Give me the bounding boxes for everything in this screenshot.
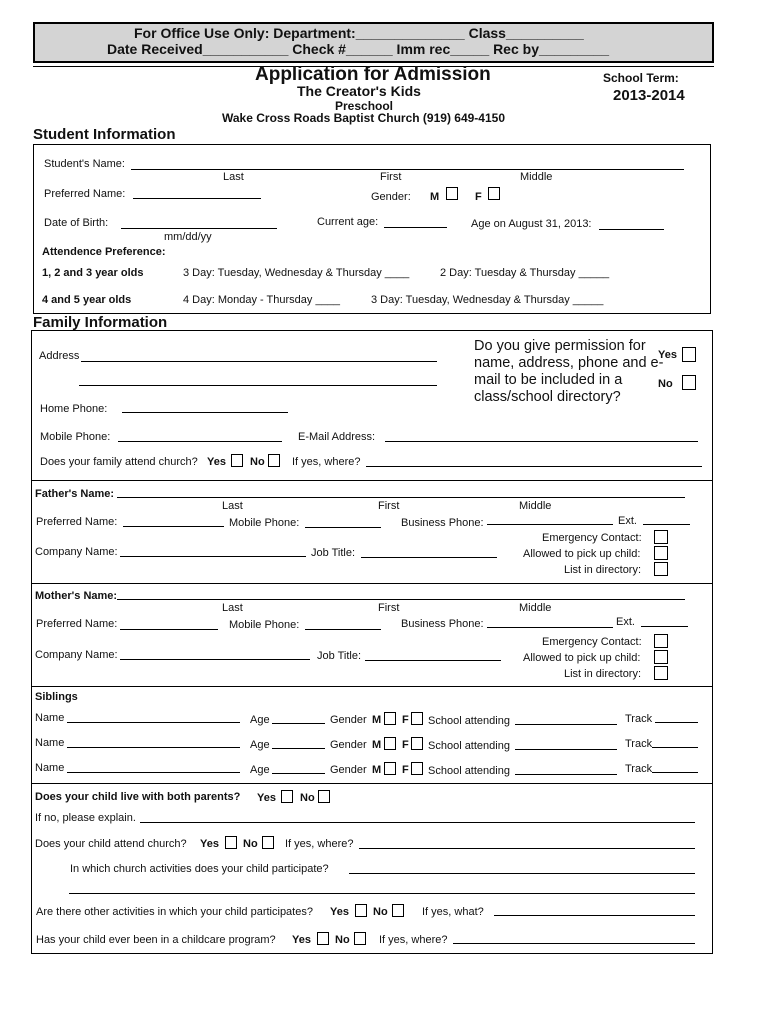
sibling-2-school-field[interactable] [515, 749, 617, 750]
father-ext-label: Ext. [618, 515, 637, 527]
sibling-2-gender-label: Gender [330, 739, 367, 751]
mother-first-caption: First [378, 602, 400, 614]
attendance-label: Attendence Preference: [42, 246, 166, 258]
directory-question: Do you give permission for name, address, phone and e-mail to be included in a class/school directory? [474, 338, 664, 405]
mobile-phone-field[interactable] [118, 441, 282, 442]
mother-directory-checkbox[interactable] [654, 666, 668, 680]
email-field[interactable] [385, 441, 698, 442]
age-august-field[interactable] [599, 229, 664, 230]
other-activities-what-field[interactable] [494, 915, 695, 916]
sibling-3-school-field[interactable] [515, 774, 617, 775]
dob-format: mm/dd/yy [164, 231, 212, 243]
sibling-3-school-label: School attending [428, 765, 510, 777]
church-activities-field-1[interactable] [349, 873, 695, 874]
other-activities-no-label: No [373, 906, 388, 918]
school-name: The Creator's Kids [297, 83, 421, 99]
sibling-1-age-label: Age [250, 714, 270, 726]
school-term-value: 2013-2014 [613, 87, 685, 104]
sibling-2-m-checkbox[interactable] [384, 737, 396, 750]
school-term-label: School Term: [603, 71, 679, 85]
father-name-label: Father's Name: [35, 488, 115, 500]
father-business-label: Business Phone: [401, 517, 484, 529]
sibling-1-track-label: Track [625, 713, 653, 725]
sibling-2-track-label: Track [625, 738, 653, 750]
address-field-2[interactable] [79, 385, 437, 386]
directory-no-label: No [658, 378, 673, 390]
directory-yes-label: Yes [658, 349, 677, 361]
mother-name-label: Mother's Name: [35, 590, 118, 602]
family-church-no-label: No [250, 456, 265, 468]
sibling-2-name-field[interactable] [67, 747, 240, 748]
child-church-where-field[interactable] [359, 848, 695, 849]
sibling-1-school-field[interactable] [515, 724, 617, 725]
father-directory-checkbox[interactable] [654, 562, 668, 576]
childcare-no-label: No [335, 934, 350, 946]
mother-emergency-checkbox[interactable] [654, 634, 668, 648]
office-use-line-2: Date Received___________ Check #______ Imm rec_____ Rec by_________ [107, 41, 610, 57]
family-church-where-label: If yes, where? [292, 456, 361, 468]
mother-emergency-label: Emergency Contact: [542, 636, 642, 648]
father-company-field[interactable] [120, 556, 306, 557]
father-job-field[interactable] [361, 557, 497, 558]
sibling-3-age-field[interactable] [272, 773, 325, 774]
sibling-2-age-label: Age [250, 739, 270, 751]
mobile-phone-label: Mobile Phone: [40, 431, 111, 443]
sibling-3-f-checkbox[interactable] [411, 762, 423, 775]
option-4day[interactable]: 4 Day: Monday - Thursday ____ [183, 294, 340, 306]
other-activities-yes-label: Yes [330, 906, 349, 918]
mother-last-caption: Last [222, 602, 243, 614]
mother-mobile-field[interactable] [305, 629, 381, 630]
dob-label: Date of Birth: [44, 217, 109, 229]
gender-f-label: F [475, 191, 482, 203]
sibling-1-gender-label: Gender [330, 714, 367, 726]
gender-f-checkbox[interactable] [488, 187, 500, 200]
father-middle-caption: Middle [519, 500, 552, 512]
sibling-2-f-checkbox[interactable] [411, 737, 423, 750]
both-parents-no-label: No [300, 792, 315, 804]
sibling-3-m-label: M [372, 764, 382, 776]
sibling-3-name-label: Name [35, 762, 65, 774]
childcare-where-field[interactable] [453, 943, 695, 944]
mother-business-label: Business Phone: [401, 618, 484, 630]
child-church-no-label: No [243, 838, 258, 850]
ages-45-label: 4 and 5 year olds [42, 294, 132, 306]
student-name-field[interactable] [131, 169, 684, 170]
preferred-name-field[interactable] [133, 198, 261, 199]
father-pickup-checkbox[interactable] [654, 546, 668, 560]
mother-company-field[interactable] [120, 659, 310, 660]
home-phone-field[interactable] [122, 412, 288, 413]
mother-ext-field[interactable] [641, 626, 688, 627]
child-church-yes-checkbox[interactable] [225, 836, 237, 849]
mother-directory-label: List in directory: [564, 668, 642, 680]
mother-pickup-checkbox[interactable] [654, 650, 668, 664]
sibling-3-name-field[interactable] [67, 772, 240, 773]
sibling-1-age-field[interactable] [272, 723, 325, 724]
sibling-1-f-label: F [402, 714, 409, 726]
form-title: Application for Admission [255, 64, 491, 85]
student-first-caption: First [380, 171, 402, 183]
other-activities-what-label: If yes, what? [422, 906, 484, 918]
email-label: E-Mail Address: [298, 431, 376, 443]
father-emergency-label: Emergency Contact: [542, 532, 642, 544]
sibling-2-track-field[interactable] [652, 747, 698, 748]
church-info: Wake Cross Roads Baptist Church (919) 649-4150 [222, 111, 505, 125]
father-company-label: Company Name: [35, 546, 118, 558]
family-church-question: Does your family attend church? [40, 456, 198, 468]
both-parents-question: Does your child live with both parents? [35, 791, 241, 803]
sibling-1-m-checkbox[interactable] [384, 712, 396, 725]
sibling-1-name-field[interactable] [67, 722, 240, 723]
student-name-label: Student's Name: [44, 158, 125, 170]
sibling-3-track-label: Track [625, 763, 653, 775]
mother-mobile-label: Mobile Phone: [229, 619, 300, 631]
family-section-title: Family Information [33, 314, 168, 331]
sibling-3-gender-label: Gender [330, 764, 367, 776]
mother-ext-label: Ext. [616, 616, 635, 628]
father-preferred-label: Preferred Name: [36, 516, 118, 528]
sibling-2-age-field[interactable] [272, 748, 325, 749]
childcare-question: Has your child ever been in a childcare program? [36, 934, 276, 946]
sibling-2-name-label: Name [35, 737, 65, 749]
mother-middle-caption: Middle [519, 602, 552, 614]
mother-preferred-field[interactable] [120, 629, 218, 630]
preferred-name-label: Preferred Name: [44, 188, 126, 200]
mother-job-label: Job Title: [317, 650, 362, 662]
child-church-yes-label: Yes [200, 838, 219, 850]
father-emergency-checkbox[interactable] [654, 530, 668, 544]
childcare-yes-checkbox[interactable] [317, 932, 329, 945]
dob-field[interactable] [121, 228, 277, 229]
mother-preferred-label: Preferred Name: [36, 618, 118, 630]
if-no-explain-label: If no, please explain. [35, 812, 136, 824]
father-pickup-label: Allowed to pick up child: [523, 548, 641, 560]
sibling-1-school-label: School attending [428, 715, 510, 727]
sibling-3-age-label: Age [250, 764, 270, 776]
if-no-explain-field[interactable] [140, 822, 695, 823]
childcare-no-checkbox[interactable] [354, 932, 366, 945]
family-church-yes-checkbox[interactable] [231, 454, 243, 467]
sibling-2-m-label: M [372, 739, 382, 751]
current-age-label: Current age: [317, 216, 379, 228]
sibling-1-f-checkbox[interactable] [411, 712, 423, 725]
sibling-2-school-label: School attending [428, 740, 510, 752]
father-preferred-field[interactable] [123, 526, 224, 527]
gender-label: Gender: [371, 191, 411, 203]
family-church-no-checkbox[interactable] [268, 454, 280, 467]
both-parents-no-checkbox[interactable] [318, 790, 330, 803]
mother-name-field[interactable] [117, 599, 685, 600]
childcare-yes-label: Yes [292, 934, 311, 946]
family-church-yes-label: Yes [207, 456, 226, 468]
mother-business-field[interactable] [487, 627, 613, 628]
mother-company-label: Company Name: [35, 649, 118, 661]
father-ext-field[interactable] [643, 524, 690, 525]
church-activities-field-2[interactable] [69, 893, 695, 894]
father-name-field[interactable] [117, 497, 685, 498]
sibling-3-track-field[interactable] [652, 772, 698, 773]
other-activities-yes-checkbox[interactable] [355, 904, 367, 917]
family-church-where-field[interactable] [366, 466, 702, 467]
current-age-field[interactable] [384, 227, 447, 228]
father-job-label: Job Title: [311, 547, 356, 559]
age-august-label: Age on August 31, 2013: [471, 218, 592, 230]
other-activities-no-checkbox[interactable] [392, 904, 404, 917]
sibling-1-m-label: M [372, 714, 382, 726]
ages-123-label: 1, 2 and 3 year olds [42, 267, 144, 279]
sibling-1-name-label: Name [35, 712, 65, 724]
student-middle-caption: Middle [520, 171, 553, 183]
office-use-line-1: For Office Use Only: Department:______________ Class__________ [134, 25, 584, 41]
directory-no-checkbox[interactable] [682, 375, 696, 390]
directory-yes-checkbox[interactable] [682, 347, 696, 362]
childcare-where-label: If yes, where? [379, 934, 448, 946]
sibling-3-f-label: F [402, 764, 409, 776]
siblings-section-title: Siblings [35, 691, 78, 703]
mother-pickup-label: Allowed to pick up child: [523, 652, 641, 664]
address-field-1[interactable] [81, 361, 437, 362]
sibling-1-track-field[interactable] [655, 722, 698, 723]
father-mobile-field[interactable] [305, 527, 381, 528]
father-business-field[interactable] [487, 524, 613, 525]
student-last-caption: Last [223, 171, 244, 183]
option-2day[interactable]: 2 Day: Tuesday & Thursday _____ [440, 267, 610, 279]
father-last-caption: Last [222, 500, 243, 512]
address-label: Address [39, 350, 80, 362]
student-section-title: Student Information [33, 126, 176, 143]
both-parents-yes-checkbox[interactable] [281, 790, 293, 803]
mother-job-field[interactable] [365, 660, 501, 661]
child-church-where-label: If yes, where? [285, 838, 354, 850]
option-3day-a[interactable]: 3 Day: Tuesday, Wednesday & Thursday ____ [183, 267, 410, 279]
home-phone-label: Home Phone: [40, 403, 108, 415]
father-mobile-label: Mobile Phone: [229, 517, 300, 529]
gender-m-checkbox[interactable] [446, 187, 458, 200]
child-church-question: Does your child attend church? [35, 838, 187, 850]
both-parents-yes-label: Yes [257, 792, 276, 804]
other-activities-question: Are there other activities in which your child participates? [36, 906, 313, 918]
program-name: Preschool [335, 99, 394, 113]
sibling-2-f-label: F [402, 739, 409, 751]
option-3day-b[interactable]: 3 Day: Tuesday, Wednesday & Thursday _____ [371, 294, 604, 306]
father-first-caption: First [378, 500, 400, 512]
church-activities-question: In which church activities does your child participate? [70, 863, 329, 875]
father-directory-label: List in directory: [564, 564, 642, 576]
gender-m-label: M [430, 191, 440, 203]
child-church-no-checkbox[interactable] [262, 836, 274, 849]
sibling-3-m-checkbox[interactable] [384, 762, 396, 775]
